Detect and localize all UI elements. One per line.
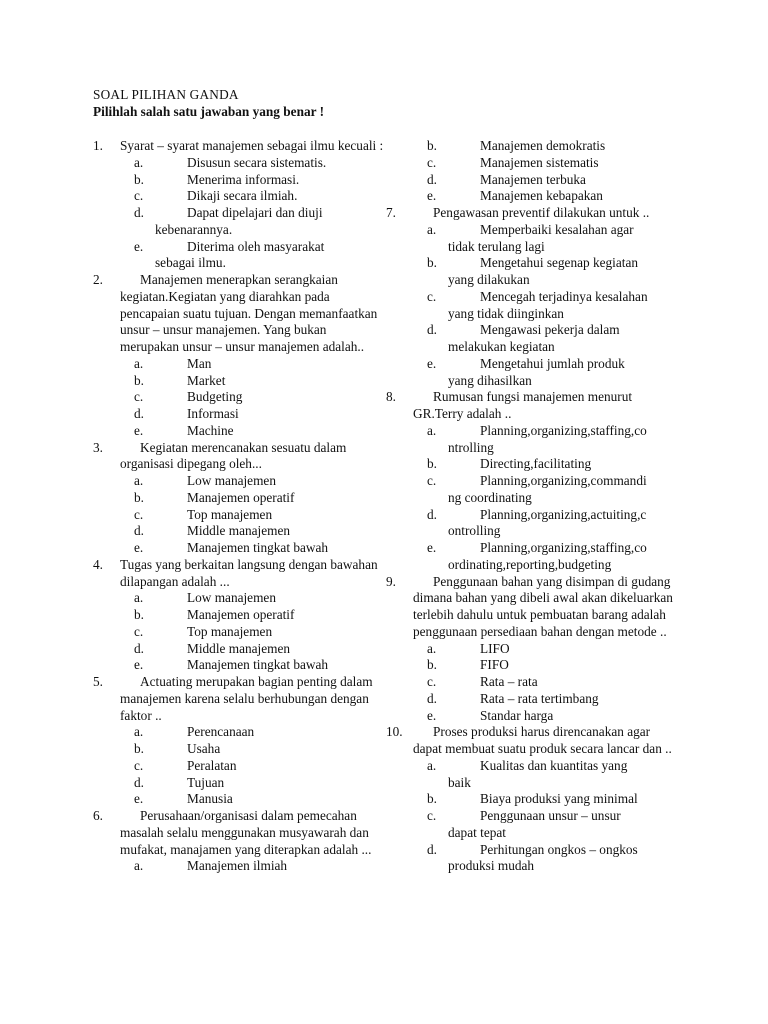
option-letter: b. [427, 456, 437, 472]
question-item [93, 557, 388, 674]
option-text: Man [187, 355, 212, 371]
option-text: FIFO [480, 657, 509, 673]
option-letter: d. [427, 506, 437, 522]
option-text: LIFO [480, 640, 510, 656]
option-text: Manajemen operatif [187, 489, 295, 505]
answer-option [386, 255, 678, 272]
answer-option [93, 657, 388, 674]
option-letter: d. [134, 523, 144, 539]
answer-option [93, 490, 388, 507]
answer-option [386, 138, 678, 155]
option-text: Manajemen operatif [187, 607, 295, 622]
option-letter: d. [134, 774, 144, 790]
option-letter: b. [134, 372, 144, 388]
answer-option [93, 473, 388, 490]
doc-instruction: Pilihlah salah satu jawaban yang benar ! [93, 104, 325, 119]
option-text: Kualitas dan kuantitas yang [480, 757, 628, 773]
option-letter: b. [427, 138, 437, 153]
option-letter: d. [427, 171, 437, 187]
question-item [93, 440, 388, 557]
option-text: Manajemen kebapakan [480, 188, 603, 204]
option-text: Machine [187, 422, 234, 438]
option-letter: a. [427, 422, 437, 438]
option-text-continued: kebenarannya. [155, 221, 233, 237]
option-text: Planning,organizing,actuiting,c [480, 506, 647, 522]
option-text: Dikaji secara ilmiah. [187, 188, 298, 204]
option-letter: c. [427, 288, 437, 304]
option-letter: a. [134, 724, 144, 740]
answer-option [386, 289, 678, 306]
option-text: Top manajemen [187, 623, 273, 639]
option-text: Rata – rata [480, 674, 538, 689]
option-text: Planning,organizing,staffing,co [480, 422, 647, 438]
option-text-continued: tidak terulang lagi [448, 238, 545, 254]
question-text: Manajemen menerapkan serangkaian kegiatan.Kegiatan yang diarahkan pada pencapaian suatu tujuan. Dengan memanfaatkan unsur – unsur manajemen. Yang bukan merupakan unsur – unsur manajemen adalah.. [120, 272, 378, 354]
option-letter: c. [427, 154, 437, 170]
question-number: 5. [93, 674, 103, 689]
right-column [386, 138, 678, 875]
option-letter: b. [427, 255, 437, 271]
answer-option [386, 842, 678, 859]
answer-option [386, 808, 678, 825]
doc-title: SOAL PILIHAN GANDA [93, 87, 239, 102]
option-text: Memperbaiki kesalahan agar [480, 221, 634, 237]
option-text: Manajemen sistematis [480, 154, 599, 170]
answer-option [93, 724, 388, 741]
question-number: 2. [93, 272, 103, 287]
answer-option [93, 356, 388, 373]
question-number: 4. [93, 556, 103, 572]
option-letter: e. [427, 707, 437, 723]
option-text: Peralatan [187, 757, 237, 773]
option-text-continued: ontrolling [448, 523, 501, 539]
option-letter: e. [134, 791, 144, 807]
option-text: Biaya produksi yang minimal [480, 791, 638, 807]
answer-option [386, 188, 678, 205]
option-text: Dapat dipelajari dan diuji [187, 205, 323, 220]
option-text: Usaha [187, 741, 221, 756]
option-text: Top manajemen [187, 506, 273, 522]
answer-option [386, 758, 678, 775]
option-letter: c. [134, 188, 144, 204]
question-item [93, 674, 388, 808]
question-text: Proses produksi harus direncanakan agar dapat membuat suatu produk secara lancar dan .. [413, 724, 672, 756]
option-text-continued: ng coordinating [448, 489, 532, 505]
answer-option [93, 590, 388, 607]
answer-option [93, 607, 388, 624]
question-number: 10. [386, 724, 403, 740]
question-number: 3. [93, 439, 103, 455]
option-text-continued: dapat tepat [448, 824, 506, 840]
option-letter: a. [134, 154, 144, 170]
answer-option [386, 540, 678, 557]
option-letter: d. [427, 322, 437, 338]
option-text: Directing,facilitating [480, 456, 592, 472]
option-text: Mengetahui segenap kegiatan [480, 255, 639, 271]
option-text: Planning,organizing,staffing,co [480, 540, 647, 555]
option-text: Perhitungan ongkos – ongkos [480, 841, 638, 857]
option-letter: c. [134, 623, 144, 639]
question-number: 7. [386, 205, 396, 220]
option-text: Manajemen demokratis [480, 138, 606, 153]
option-letter: e. [427, 540, 437, 555]
question-item [386, 574, 678, 725]
question-item [386, 205, 678, 389]
option-text: Market [187, 372, 226, 388]
option-letter: d. [134, 406, 144, 421]
answer-option [386, 222, 678, 239]
option-text: Low manajemen [187, 473, 276, 488]
question-number: 1. [93, 138, 103, 153]
option-text: Low manajemen [187, 590, 276, 606]
question-6-continued [386, 138, 678, 205]
answer-option [386, 322, 678, 339]
option-letter: d. [134, 205, 144, 220]
answer-option [386, 473, 678, 490]
question-item [93, 138, 388, 272]
answer-option [93, 172, 388, 189]
answer-option [93, 523, 388, 540]
option-letter: a. [134, 858, 144, 874]
option-letter: e. [427, 188, 437, 204]
option-letter: d. [427, 690, 437, 706]
answer-option [386, 641, 678, 658]
answer-option [93, 188, 388, 205]
option-text-continued: sebagai ilmu. [155, 255, 226, 271]
option-text-continued: produksi mudah [448, 858, 535, 874]
option-text: Planning,organizing,commandi [480, 473, 647, 488]
answer-option [93, 155, 388, 172]
option-text: Mengetahui jumlah produk [480, 355, 625, 371]
option-text-continued: baik [448, 774, 471, 790]
option-text: Middle manajemen [187, 523, 291, 539]
answer-option [386, 708, 678, 725]
option-letter: a. [427, 757, 437, 773]
answer-option [93, 624, 388, 641]
question-item [386, 724, 678, 875]
option-letter: d. [427, 841, 437, 857]
option-letter: c. [427, 473, 437, 488]
question-text: Rumusan fungsi manajemen menurut GR.Terry adalah .. [413, 389, 633, 421]
option-text: Disusun secara sistematis. [187, 154, 327, 170]
option-text: Mengawasi pekerja dalam [480, 322, 620, 338]
option-letter: c. [134, 389, 144, 405]
answer-option [93, 406, 388, 423]
option-text-continued: ntrolling [448, 439, 494, 455]
option-letter: b. [427, 657, 437, 673]
answer-option [93, 423, 388, 440]
answer-option [93, 389, 388, 406]
answer-option [93, 758, 388, 775]
question-text: Tugas yang berkaitan langsung dengan bawahan dilapangan adalah ... [120, 556, 378, 589]
option-text-continued: melakukan kegiatan [448, 339, 555, 354]
option-text: Manajemen tingkat bawah [187, 540, 329, 555]
option-text: Diterima oleh masyarakat [187, 238, 325, 254]
question-item [386, 389, 678, 573]
option-text: Middle manajemen [187, 640, 291, 656]
option-text: Manajemen terbuka [480, 171, 586, 187]
option-text: Tujuan [187, 774, 225, 790]
answer-option [93, 741, 388, 758]
question-item [93, 808, 388, 875]
option-text: Informasi [187, 406, 239, 421]
answer-option [386, 155, 678, 172]
option-text: Manajemen tingkat bawah [187, 657, 329, 673]
answer-option [386, 507, 678, 524]
option-text: Mencegah terjadinya kesalahan [480, 288, 648, 304]
question-number: 6. [93, 808, 103, 823]
option-letter: e. [134, 238, 144, 254]
answer-option [386, 674, 678, 691]
answer-option [386, 356, 678, 373]
option-text: Menerima informasi. [187, 171, 300, 187]
answer-option [93, 239, 388, 256]
option-text: Rata – rata tertimbang [480, 690, 599, 706]
option-text-continued: yang dilakukan [448, 272, 530, 287]
option-letter: b. [427, 791, 437, 807]
option-letter: a. [427, 221, 437, 237]
answer-option [386, 456, 678, 473]
answer-option [93, 507, 388, 524]
option-letter: c. [134, 757, 144, 773]
option-letter: c. [134, 506, 144, 522]
option-letter: b. [134, 741, 144, 756]
option-letter: a. [134, 473, 144, 488]
answer-option [93, 373, 388, 390]
question-number: 9. [386, 573, 396, 589]
option-letter: c. [427, 674, 437, 689]
option-letter: a. [427, 640, 437, 656]
answer-option [93, 791, 388, 808]
option-text: Manusia [187, 791, 233, 807]
option-letter: e. [134, 540, 144, 555]
answer-option [386, 423, 678, 440]
answer-option [386, 172, 678, 189]
question-item [93, 272, 388, 440]
answer-option [93, 205, 388, 222]
option-letter: e. [427, 355, 437, 371]
question-number: 8. [386, 389, 396, 405]
answer-option [93, 641, 388, 658]
option-letter: a. [134, 355, 144, 371]
option-letter: e. [134, 422, 144, 438]
question-text: Actuating merupakan bagian penting dalam manajemen karena selalu berhubungan dengan faktor .. [120, 674, 373, 723]
answer-option [386, 657, 678, 674]
option-text: Manajemen ilmiah [187, 858, 288, 874]
answer-option [93, 775, 388, 792]
option-letter: d. [134, 640, 144, 656]
option-letter: b. [134, 489, 144, 505]
option-text: Penggunaan unsur – unsur [480, 808, 621, 823]
option-text: Perencanaan [187, 724, 255, 740]
question-text: Penggunaan bahan yang disimpan di gudang dimana bahan yang dibeli awal akan dikeluarkan terlebih dahulu untuk pembuatan barang adalah penggunaan persediaan bahan dengan metode .. [413, 573, 673, 639]
option-text: Budgeting [187, 389, 243, 405]
left-column [93, 138, 388, 875]
option-letter: b. [134, 607, 144, 622]
option-letter: a. [134, 590, 144, 606]
option-text: Standar harga [480, 707, 554, 723]
answer-option [93, 540, 388, 557]
answer-option [386, 791, 678, 808]
answer-option [386, 691, 678, 708]
answer-option [93, 858, 388, 875]
question-text: Kegiatan merencanakan sesuatu dalam organisasi dipegang oleh... [120, 439, 347, 472]
question-text: Perusahaan/organisasi dalam pemecahan masalah selalu menggunakan musyawarah dan mufakat, manajamen yang diterapkan adalah ... [120, 808, 372, 857]
option-text-continued: ordinating,reporting,budgeting [448, 556, 612, 572]
option-text-continued: yang tidak diinginkan [448, 305, 564, 321]
option-letter: e. [134, 657, 144, 673]
question-text: Pengawasan preventif dilakukan untuk .. [433, 205, 650, 220]
option-text-continued: yang dihasilkan [448, 372, 532, 388]
question-text: Syarat – syarat manajemen sebagai ilmu kecuali : [120, 138, 384, 153]
option-letter: b. [134, 171, 144, 187]
option-letter: c. [427, 808, 437, 823]
